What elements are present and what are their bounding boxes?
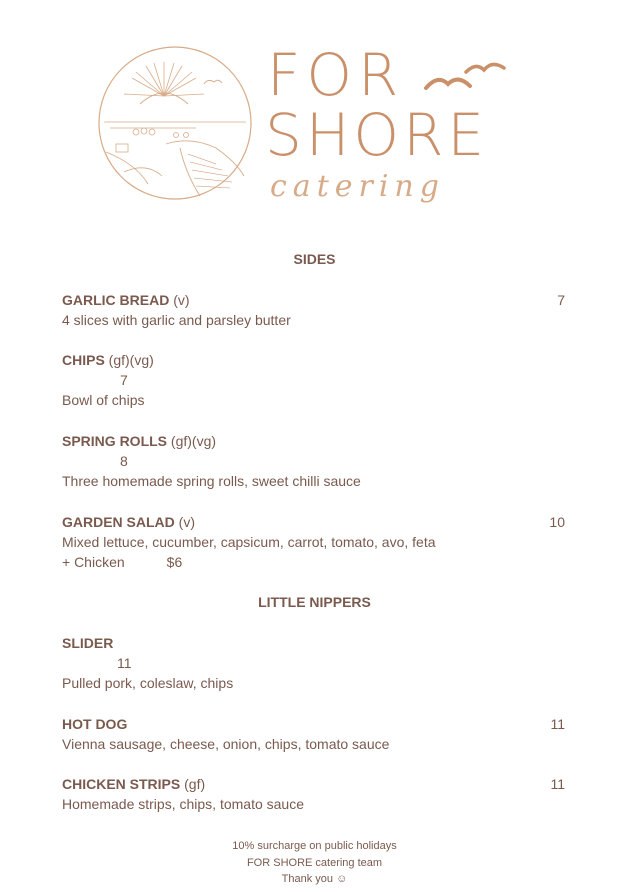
brand-name-line1: FOR xyxy=(267,41,405,109)
item-tags: (gf)(vg) xyxy=(167,433,217,449)
item-name: SPRING ROLLS xyxy=(62,433,168,449)
menu-item-garlic-bread xyxy=(62,290,565,330)
team-signoff: FOR SHORE catering team xyxy=(246,856,383,869)
item-price: 11 xyxy=(550,716,565,732)
thank-you-note: Thank you ☺ xyxy=(281,873,348,885)
item-price: 8 xyxy=(120,453,128,469)
item-price: 10 xyxy=(549,514,565,530)
item-name: CHICKEN STRIPS xyxy=(62,776,181,792)
addon-price: $6 xyxy=(166,554,183,570)
item-price: 7 xyxy=(557,292,565,308)
menu-item-slider xyxy=(62,633,565,693)
section-title-sides: SIDES xyxy=(293,251,336,267)
surcharge-note: 10% surcharge on public holidays xyxy=(232,840,397,852)
item-description: Three homemade spring rolls, sweet chilli sauce xyxy=(62,473,361,489)
brand-tagline: catering xyxy=(270,169,445,204)
item-price: 11 xyxy=(550,776,565,792)
menu-item-chicken-strips xyxy=(62,774,565,814)
item-tags: (gf) xyxy=(180,776,206,792)
item-name: HOT DOG xyxy=(62,716,128,732)
item-price: 11 xyxy=(117,655,132,671)
logo xyxy=(92,40,522,215)
item-description: 4 slices with garlic and parsley butter xyxy=(62,312,291,328)
item-name: SLIDER xyxy=(62,635,114,651)
menu-item-spring-rolls xyxy=(62,431,565,491)
item-name: GARLIC BREAD xyxy=(62,292,170,308)
brand-name-line2: SHORE xyxy=(265,101,489,169)
logo-emblem-icon xyxy=(96,44,254,202)
item-tags: (gf)(vg) xyxy=(104,352,154,368)
item-description: Homemade strips, chips, tomato sauce xyxy=(62,796,304,812)
item-description: Mixed lettuce, cucumber, capsicum, carrot, tomato, avo, feta xyxy=(62,534,436,550)
menu-item-garden-salad xyxy=(62,512,565,572)
item-description: Pulled pork, coleslaw, chips xyxy=(62,675,234,691)
addon-label: + Chicken xyxy=(62,554,125,570)
item-name: CHIPS xyxy=(62,352,105,368)
section-title-little-nippers: LITTLE NIPPERS xyxy=(258,594,371,610)
item-addon xyxy=(62,552,565,572)
menu-item-hot-dog xyxy=(62,714,565,754)
item-tags: (v) xyxy=(174,514,195,530)
footer xyxy=(0,838,629,888)
item-name: GARDEN SALAD xyxy=(62,514,175,530)
item-description: Vienna sausage, cheese, onion, chips, tomato sauce xyxy=(62,736,390,752)
item-tags: (v) xyxy=(169,292,190,308)
item-price: 7 xyxy=(120,372,128,388)
seagulls-icon xyxy=(422,48,512,98)
item-description: Bowl of chips xyxy=(62,392,145,408)
menu-item-chips xyxy=(62,350,565,410)
